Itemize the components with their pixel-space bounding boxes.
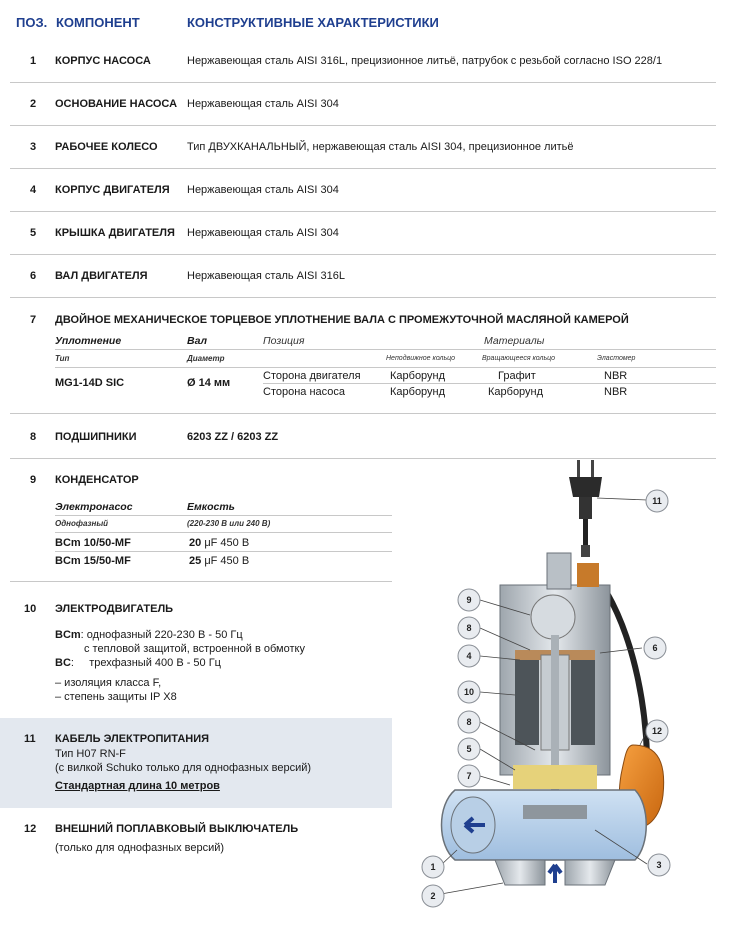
seal-sub-fixed: Неподвижное кольцо (386, 355, 456, 362)
callout-8a (458, 617, 480, 639)
capacitor-row-divider (55, 551, 392, 552)
row-divider (10, 125, 716, 126)
seal-elastomer-motor: NBR (604, 370, 628, 382)
motor-bc-line: BC: трехфазный 400 В - 50 Гц (55, 657, 221, 669)
row-component: КРЫШКА ДВИГАТЕЛЯ (55, 227, 175, 239)
callout-12 (646, 720, 668, 742)
row-component: КАБЕЛЬ ЭЛЕКТРОПИТАНИЯ (55, 733, 210, 745)
row-number: 12 (24, 823, 37, 835)
svg-text:12: 12 (651, 726, 663, 736)
capacitor-sub-voltage: (220-230 В или 240 В) (187, 519, 271, 528)
motor-housing (500, 553, 610, 805)
callout-5 (458, 738, 480, 760)
callout-3 (648, 854, 670, 876)
cable-note: (с вилкой Schuko только для однофазных версий) (55, 762, 312, 774)
row-number: 4 (30, 184, 37, 196)
motor-bullet: – степень защиты IP X8 (55, 691, 177, 703)
row-component: ЭЛЕКТРОДВИГАТЕЛЬ (55, 603, 174, 615)
svg-text:3: 3 (656, 860, 662, 870)
row-divider (10, 168, 716, 169)
capacitor-sub-phase: Однофазный (55, 519, 109, 528)
capacitor-sub-divider (55, 532, 392, 533)
plug-icon (569, 460, 602, 557)
callout-4 (458, 645, 480, 667)
row-divider (10, 254, 716, 255)
seal-col-position: Позиция (263, 335, 305, 347)
header-pos: ПОЗ. (16, 15, 48, 30)
row-number: 11 (24, 733, 36, 745)
seal-sub-diameter: Диаметр (187, 354, 225, 363)
callout-8b (458, 711, 480, 733)
seal-header-divider (55, 349, 716, 350)
row-description: Нержавеющая сталь AISI 316L, прецизионное литьё, патрубок с резьбой согласно ISO 228/1 (187, 55, 663, 67)
row-number: 3 (30, 141, 37, 153)
seal-sub-elastomer: Эластомер (597, 355, 636, 362)
row-description: Тип ДВУХКАНАЛЬНЫЙ, нержавеющая сталь AISI 304, прецизионное литьё (187, 141, 574, 153)
row-description: Нержавеющая сталь AISI 316L (187, 270, 345, 282)
row-component: РАБОЧЕЕ КОЛЕСО (55, 141, 158, 153)
row-divider (10, 297, 716, 298)
seal-type-value: MG1-14D SIC (55, 377, 125, 389)
callout-11 (646, 490, 668, 512)
capacitor-value: 25 μF 450 В (189, 555, 250, 567)
seal-line-divider (263, 383, 716, 384)
callout-9 (458, 589, 480, 611)
seal-rotating-motor: Графит (498, 370, 536, 382)
header-characteristics: КОНСТРУКТИВНЫЕ ХАРАКТЕРИСТИКИ (187, 15, 439, 30)
row-number: 6 (30, 270, 37, 282)
svg-text:8: 8 (466, 717, 472, 727)
pump-body (442, 790, 647, 885)
row-component: ВНЕШНИЙ ПОПЛАВКОВЫЙ ВЫКЛЮЧАТЕЛЬ (55, 823, 299, 835)
bearings-value: 6203 ZZ / 6203 ZZ (187, 431, 279, 443)
seal-col-shaft: Вал (187, 335, 208, 347)
row-number: 7 (30, 314, 37, 326)
svg-text:7: 7 (466, 771, 472, 781)
row-component: КОНДЕНСАТОР (55, 474, 139, 486)
svg-text:9: 9 (466, 595, 472, 605)
row-number: 1 (30, 55, 37, 67)
capacitor-col-pump: Электронасос (55, 501, 133, 513)
capacitor-model: BCm 15/50-MF (55, 555, 131, 567)
svg-text:11: 11 (652, 496, 662, 506)
row-number: 8 (30, 431, 37, 443)
svg-text:4: 4 (466, 651, 472, 661)
row-number: 9 (30, 474, 37, 486)
motor-bcm-line: BCm: однофазный 220-230 В - 50 Гц (55, 629, 243, 641)
header-component: КОМПОНЕНТ (56, 15, 140, 30)
callout-10 (458, 681, 480, 703)
svg-text:1: 1 (430, 862, 436, 872)
callout-7 (458, 765, 480, 787)
svg-text:8: 8 (466, 623, 472, 633)
row-divider (10, 211, 716, 212)
capacitor-col-capacity: Емкость (187, 501, 235, 513)
row-component: КОРПУС ДВИГАТЕЛЯ (55, 184, 170, 196)
seal-position-motor: Сторона двигателя (263, 370, 361, 382)
cable-type: Тип H07 RN-F (55, 748, 126, 760)
seal-fixed-pump: Карборунд (390, 386, 446, 398)
row-component: ОСНОВАНИЕ НАСОСА (55, 98, 178, 110)
row-number: 5 (30, 227, 37, 239)
float-note: (только для однофазных версий) (55, 842, 225, 854)
callout-2 (422, 885, 444, 907)
row-component: ПОДШИПНИКИ (55, 431, 137, 443)
capacitor-value: 20 μF 450 В (189, 537, 250, 549)
seal-fixed-motor: Карборунд (390, 370, 446, 382)
capacitor-header-divider (55, 515, 392, 516)
row-description: Нержавеющая сталь AISI 304 (187, 227, 339, 239)
svg-text:10: 10 (463, 687, 475, 697)
seal-col-materials: Материалы (484, 335, 545, 347)
callout-1 (422, 856, 444, 878)
svg-text:5: 5 (466, 744, 472, 754)
seal-position-pump: Сторона насоса (263, 386, 346, 398)
row-divider (10, 581, 392, 582)
row-component: КОРПУС НАСОСА (55, 55, 151, 67)
seal-sub-type: Тип (55, 354, 70, 363)
pump-cutaway-illustration (395, 445, 715, 925)
callout-6 (644, 637, 666, 659)
seal-col-seal: Уплотнение (55, 335, 122, 347)
seal-sub-rotating: Вращающееся кольцо (482, 355, 556, 362)
row-component: ВАЛ ДВИГАТЕЛЯ (55, 270, 148, 282)
row-number: 10 (24, 603, 37, 615)
svg-text:6: 6 (652, 643, 658, 653)
seal-sub-divider (55, 367, 716, 368)
capacitor-model: BCm 10/50-MF (55, 537, 131, 549)
row-divider (10, 82, 716, 83)
seal-elastomer-pump: NBR (604, 386, 628, 398)
seal-rotating-pump: Карборунд (488, 386, 544, 398)
svg-text:2: 2 (430, 891, 436, 901)
cable-standard-length: Стандартная длина 10 метров (55, 780, 220, 792)
row-description: Нержавеющая сталь AISI 304 (187, 98, 339, 110)
row-divider (10, 413, 716, 414)
motor-bullet: – изоляция класса F, (55, 677, 162, 689)
row-number: 2 (30, 98, 37, 110)
row-description: Нержавеющая сталь AISI 304 (187, 184, 339, 196)
seal-diameter-value: Ø 14 мм (187, 377, 231, 389)
seal-title: ДВОЙНОЕ МЕХАНИЧЕСКОЕ ТОРЦЕВОЕ УПЛОТНЕНИЕ ВАЛА С ПРОМЕЖУТОЧНОЙ МАСЛЯНОЙ КАМЕРОЙ (55, 314, 629, 326)
motor-bcm-line2: с тепловой защитой, встроенной в обмотку (84, 643, 305, 655)
